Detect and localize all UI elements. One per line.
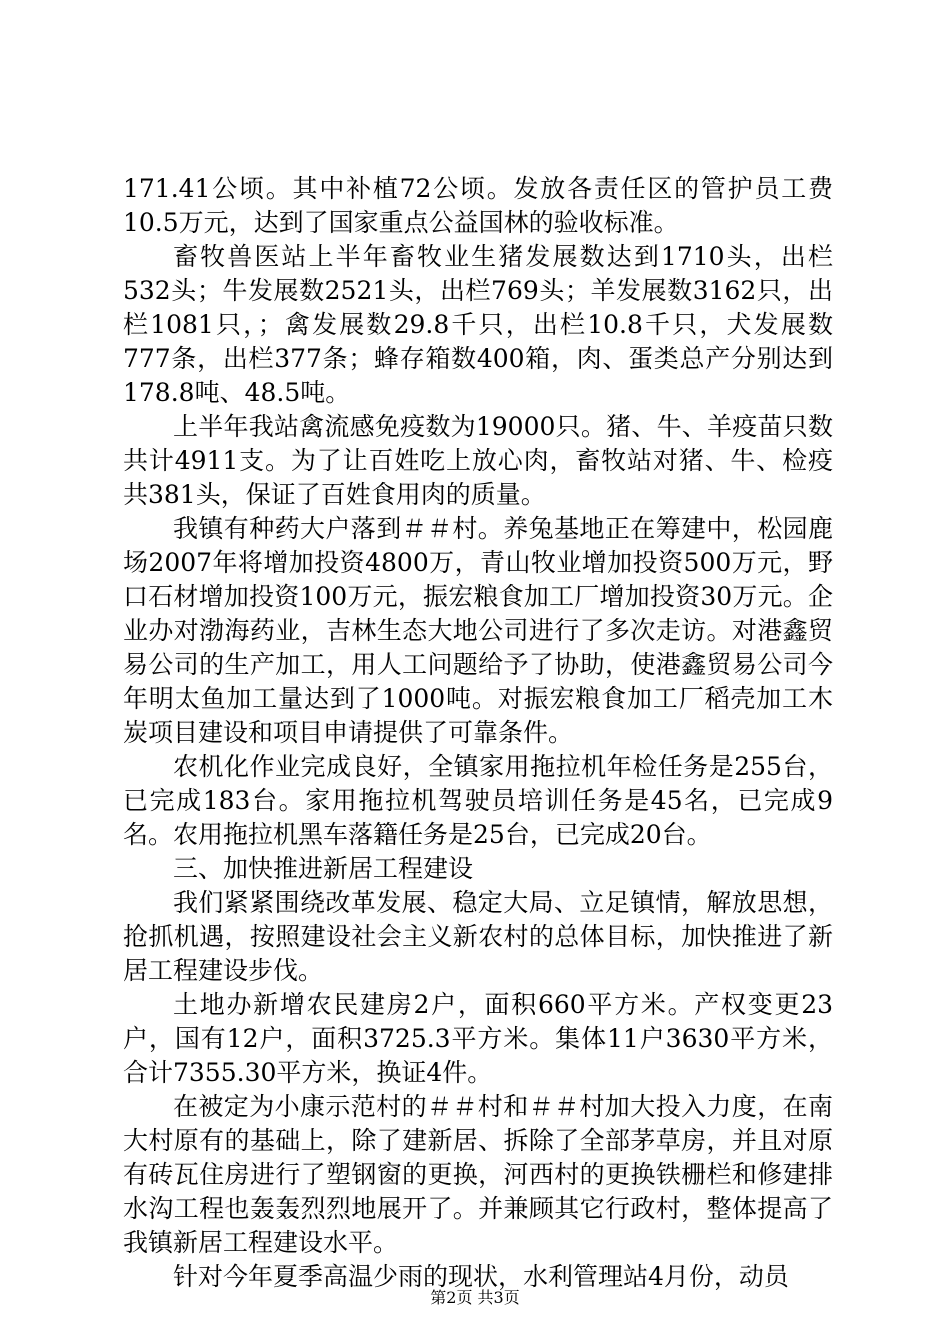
paragraph-vaccination: 上半年我站禽流感免疫数为19000只。猪、牛、羊疫苗只数共计4911支。为了让百姓吃上放心肉，畜牧站对猪、牛、检疫共381头，保证了百姓食用肉的质量。 (123, 412, 833, 509)
paragraph-forestry-continued: 171.41公顷。其中补植72公顷。发放各责任区的管护员工费10.5万元，达到了国家重点公益国林的验收标准。 (123, 174, 833, 237)
paragraph-livestock: 畜牧兽医站上半年畜牧业生猪发展数达到1710头，出栏532头；牛发展数2521头，出栏769头；羊发展数3162只，出栏1081只，；禽发展数29.8千只，出栏10.8千只，犬发展数777条，出栏377条；蜂存箱数400箱，肉、蛋类总产分别达到178.8吨、48.5吨。 (123, 242, 833, 407)
paragraph-water-management: 针对今年夏季高温少雨的现状，水利管理站4月份，动员 (173, 1262, 789, 1291)
paragraph-land-office: 土地办新增农民建房2户，面积660平方米。产权变更23户，国有12户，面积3725.3平方米。集体11户3630平方米，合计7355.30平方米，换证4件。 (123, 990, 833, 1087)
paragraph-agri-machinery: 农机化作业完成良好，全镇家用拖拉机年检任务是255台，已完成183台。家用拖拉机驾驶员培训任务是45名，已完成9名。农用拖拉机黑车落籍任务是25台，已完成20台。 (123, 752, 833, 849)
paragraph-model-village: 在被定为小康示范村的＃＃村和＃＃村加大投入力度，在南大村原有的基础上，除了建新居、拆除了全部茅草房，并且对原有砖瓦住房进行了塑钢窗的更换，河西村的更换铁栅栏和修建排水沟工程也轰轰烈烈地展开了。并兼顾其它行政村，整体提高了我镇新居工程建设水平。 (123, 1092, 833, 1257)
document-body (123, 172, 833, 1294)
paragraph-new-housing-intro: 我们紧紧围绕改革发展、稳定大局、立足镇情，解放思想，抢抓机遇，按照建设社会主义新农村的总体目标，加快推进了新居工程建设步伐。 (123, 888, 833, 985)
section-heading-new-housing: 三、加快推进新居工程建设 (173, 854, 474, 883)
page-footer: 第2页 共3页 (430, 1288, 520, 1307)
paragraph-enterprise: 我镇有种药大户落到＃＃村。养兔基地正在筹建中，松园鹿场2007年将增加投资4800万，青山牧业增加投资500万元，野口石材增加投资100万元，振宏粮食加工厂增加投资30万元。企业办对渤海药业，吉林生态大地公司进行了多次走访。对港鑫贸易公司的生产加工，用人工问题给予了协助，使港鑫贸易公司今年明太鱼加工量达到了1000吨。对振宏粮食加工厂稻壳加工木炭项目建设和项目申请提供了可靠条件。 (123, 514, 833, 747)
